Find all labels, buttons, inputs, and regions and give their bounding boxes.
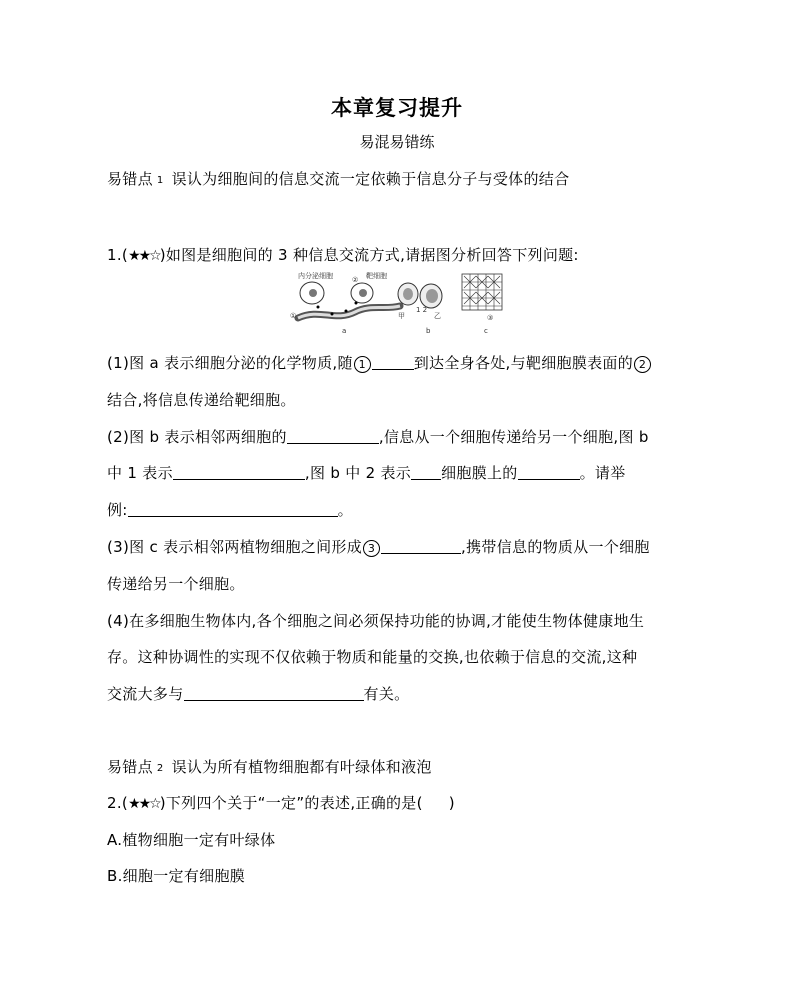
label-c: c [484,327,488,335]
q1-prefix: 1.( [107,246,129,264]
answer-blank-1[interactable] [372,355,414,370]
label-circle-1: ① [290,312,297,320]
q1-part2-line1 [107,426,649,447]
answer-blank-2[interactable] [287,429,379,444]
q1-part2-text-a: (2)图 b 表示相邻两细胞的 [107,428,287,446]
q2-option-a[interactable]: A.植物细胞一定有叶绿体 [107,831,276,849]
label-1-2: 1 2 [416,306,428,314]
circled-number-1: 1 [354,356,371,373]
page-subtitle: 易混易错练 [359,133,435,151]
label-jia: 甲 [398,312,405,320]
answer-blank-4[interactable] [411,465,441,480]
q1-part1-line2: 结合,将信息传递给靶细胞。 [107,391,296,409]
q1-part1-text-a: (1)图 a 表示细胞分泌的化学物质,随 [107,354,353,372]
q2-stem-text: )下列四个关于“一定”的表述,正确的是( [159,794,423,812]
page-title: 本章复习提升 [331,96,463,120]
q1-part2-text-f: 。请举 [579,464,626,482]
q1-part2-text-d: ,图 b 中 2 表示 [304,464,412,482]
cell-communication-figure [290,270,520,336]
q1-part2-line3 [107,499,353,520]
q1-part3-line2: 传递给另一个细胞。 [107,575,245,593]
q2-option-b[interactable]: B.细胞一定有细胞膜 [107,867,246,885]
q1-part3-text-b: ,携带信息的物质从一个细胞 [461,538,650,556]
q1-part3-line1 [107,536,650,557]
section-1-label: 易错点 [107,170,153,188]
label-b: b [426,327,431,335]
q1-stem-text: )如图是细胞间的 3 种信息交流方式,请据图分析回答下列问题: [159,246,579,264]
section-1-heading [107,168,569,189]
q1-part2-text-c: 中 1 表示 [107,464,173,482]
label-a: a [342,327,347,335]
q1-part2-text-h: 。 [337,501,353,519]
label-yi: 乙 [434,312,441,320]
q1-part4-text-d: 有关。 [363,685,410,703]
question-1-stem [107,244,579,265]
label-secretory-cell: 内分泌细胞 [298,272,333,280]
q1-part3-text-a: (3)图 c 表示相邻两植物细胞之间形成 [107,538,363,556]
section-1-number: 1 [156,175,164,186]
answer-blank-7[interactable] [381,539,461,554]
q2-stem-end: ) [448,794,455,812]
q1-part1-line1 [107,352,652,373]
circled-number-3: 3 [363,540,380,557]
q1-part2-text-e: 细胞膜上的 [441,464,518,482]
section-2-heading [107,756,432,777]
q1-part4-line3 [107,683,409,704]
circled-number-2: 2 [634,356,651,373]
q2-prefix: 2.( [107,794,129,812]
difficulty-stars-2: ★★☆ [128,796,160,812]
answer-blank-5[interactable] [518,465,580,480]
answer-blank-6[interactable] [128,502,338,517]
question-2-stem [107,792,455,813]
difficulty-stars: ★★☆ [128,248,160,264]
q1-part2-line2 [107,462,626,483]
q1-part4-line2: 存。这种协调性的实现不仅依赖于物质和能量的交换,也依赖于信息的交流,这种 [107,648,638,666]
label-target-cell: 靶细胞 [366,272,387,280]
plant-cells-pattern [462,274,502,310]
section-2-label: 易错点 [107,758,153,776]
q1-part2-text-g: 例: [107,501,128,519]
q1-part4-line1: (4)在多细胞生物体内,各个细胞之间必须保持功能的协调,才能使生物体健康地生 [107,612,645,630]
section-2-number: 2 [156,763,164,774]
label-circle-2: ② [352,276,359,284]
q1-part1-text-b: 到达全身各处,与靶细胞膜表面的 [413,354,634,372]
answer-blank-8[interactable] [184,686,364,701]
q1-part2-text-b: ,信息从一个细胞传递给另一个细胞,图 b [378,428,649,446]
label-circle-3: ③ [487,314,494,322]
q1-part4-text-c: 交流大多与 [107,685,184,703]
section-1-text: 误认为细胞间的信息交流一定依赖于信息分子与受体的结合 [171,170,570,188]
answer-blank-3[interactable] [173,465,305,480]
section-2-text: 误认为所有植物细胞都有叶绿体和液泡 [171,758,432,776]
